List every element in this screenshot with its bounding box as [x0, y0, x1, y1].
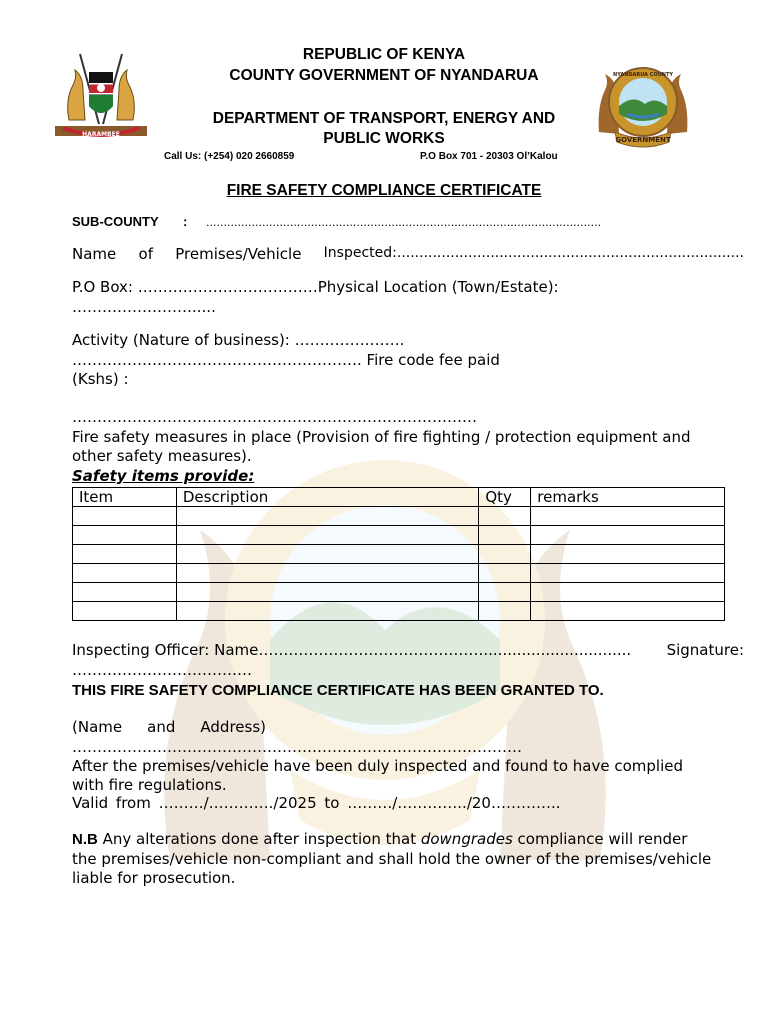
table-row — [73, 526, 725, 545]
nb-note-line3: liable for prosecution. — [72, 869, 236, 887]
safety-items-table — [72, 487, 725, 621]
table-row — [73, 545, 725, 564]
cell-item[interactable] — [73, 545, 177, 564]
name-address-word: and — [147, 718, 176, 736]
cell-item[interactable] — [73, 526, 177, 545]
cell-qty[interactable] — [479, 545, 531, 564]
cell-remarks[interactable] — [531, 526, 725, 545]
premises-word: Name — [72, 245, 117, 263]
premises-field[interactable]: Inspected:.............................................................................. — [323, 245, 744, 261]
name-address-word: (Name — [72, 718, 123, 736]
coat-of-arms-motto: HARAMBEE — [82, 131, 120, 138]
nb-text: Any alterations done after inspection that — [97, 830, 421, 848]
table-row — [73, 507, 725, 526]
header-republic: REPUBLIC OF KENYA — [302, 46, 466, 63]
nb-emphasis: downgrades — [420, 830, 513, 848]
inspecting-officer-line — [72, 641, 744, 659]
cell-item[interactable] — [73, 602, 177, 621]
cell-description[interactable] — [176, 545, 478, 564]
cell-item[interactable] — [73, 564, 177, 583]
header-public-works: PUBLIC WORKS — [323, 130, 445, 147]
header-po-box: P.O Box 701 - 20303 Ol’Kalou — [420, 151, 558, 162]
cell-description[interactable] — [176, 564, 478, 583]
after-inspection-text-continued: with fire regulations. — [72, 776, 227, 794]
column-header-item: Item — [73, 488, 177, 507]
po-box-line-continued[interactable]: ……………………..... — [72, 298, 216, 316]
premises-word: Premises/Vehicle — [175, 245, 302, 263]
after-inspection-text: After the premises/vehicle have been duly inspected and found to have complied — [72, 757, 683, 775]
sub-county-colon: : — [183, 214, 188, 229]
cell-remarks[interactable] — [531, 545, 725, 564]
cell-remarks[interactable] — [531, 507, 725, 526]
po-box-line[interactable]: P.O Box: ………………………………Physical Location (Town/Estate): — [72, 278, 559, 296]
cell-qty[interactable] — [479, 526, 531, 545]
sub-county-label: SUB-COUNTY — [72, 214, 159, 229]
cell-qty[interactable] — [479, 583, 531, 602]
fire-code-fee-line[interactable]: …………………………………………………. Fire code fee paid — [72, 351, 500, 369]
nb-note — [72, 830, 687, 848]
seal-bottom-text: GOVERNMENT — [615, 136, 671, 144]
cell-remarks[interactable] — [531, 583, 725, 602]
fee-kshs-label: (Kshs) : — [72, 370, 129, 388]
certificate-title: FIRE SAFETY COMPLIANCE CERTIFICATE — [226, 182, 542, 199]
cell-remarks[interactable] — [531, 564, 725, 583]
inspecting-officer-name-field[interactable]: Inspecting Officer: Name………………………………………............................... — [72, 641, 632, 659]
table-header-row — [73, 488, 725, 507]
granted-to-heading: THIS FIRE SAFETY COMPLIANCE CERTIFICATE HAS BEEN GRANTED TO. — [72, 682, 604, 699]
cell-qty[interactable] — [479, 507, 531, 526]
column-header-qty: Qty — [479, 488, 531, 507]
nb-label: N.B — [72, 831, 98, 848]
activity-line[interactable]: Activity (Nature of business): …………………. — [72, 331, 405, 349]
safety-items-label: Safety items provide: — [72, 467, 255, 485]
sub-county-field[interactable]: ................................................................................................................. — [206, 216, 602, 229]
fire-safety-measures-text-continued: other safety measures). — [72, 447, 252, 465]
fee-amount-field[interactable]: ……………………………………………………………………… — [72, 408, 477, 426]
cell-item[interactable] — [73, 583, 177, 602]
cell-description[interactable] — [176, 526, 478, 545]
cell-item[interactable] — [73, 507, 177, 526]
seal-top-text: NYANDARUA COUNTY — [613, 72, 673, 78]
nb-text-end: compliance will render — [512, 830, 688, 848]
name-address-field[interactable]: ……………………………………………………………………………… — [72, 738, 522, 756]
premises-line — [72, 245, 744, 263]
header-department: DEPARTMENT OF TRANSPORT, ENERGY AND — [212, 110, 556, 127]
valid-from-line[interactable]: Valid from ………/…………./2025 to ………/…………../20………….. — [72, 794, 561, 812]
signature-label: Signature: — [666, 641, 744, 659]
cell-qty[interactable] — [479, 602, 531, 621]
table-row — [73, 583, 725, 602]
header-phone: Call Us: (+254) 020 2660859 — [164, 151, 295, 162]
cell-description[interactable] — [176, 507, 478, 526]
cell-description[interactable] — [176, 583, 478, 602]
signature-field[interactable]: ……………………………… — [72, 661, 252, 679]
table-row — [73, 564, 725, 583]
premises-word: of — [138, 245, 153, 263]
name-address-label — [72, 718, 266, 736]
cell-description[interactable] — [176, 602, 478, 621]
header-county: COUNTY GOVERNMENT OF NYANDARUA — [229, 67, 539, 84]
column-header-description: Description — [176, 488, 478, 507]
nb-note-line2: the premises/vehicle non-compliant and shall hold the owner of the premises/vehicle — [72, 850, 712, 868]
name-address-word: Address) — [200, 718, 266, 736]
column-header-remarks: remarks — [531, 488, 725, 507]
fire-safety-measures-text: Fire safety measures in place (Provision of fire fighting / protection equipment and — [72, 428, 691, 446]
table-row — [73, 602, 725, 621]
cell-qty[interactable] — [479, 564, 531, 583]
cell-remarks[interactable] — [531, 602, 725, 621]
